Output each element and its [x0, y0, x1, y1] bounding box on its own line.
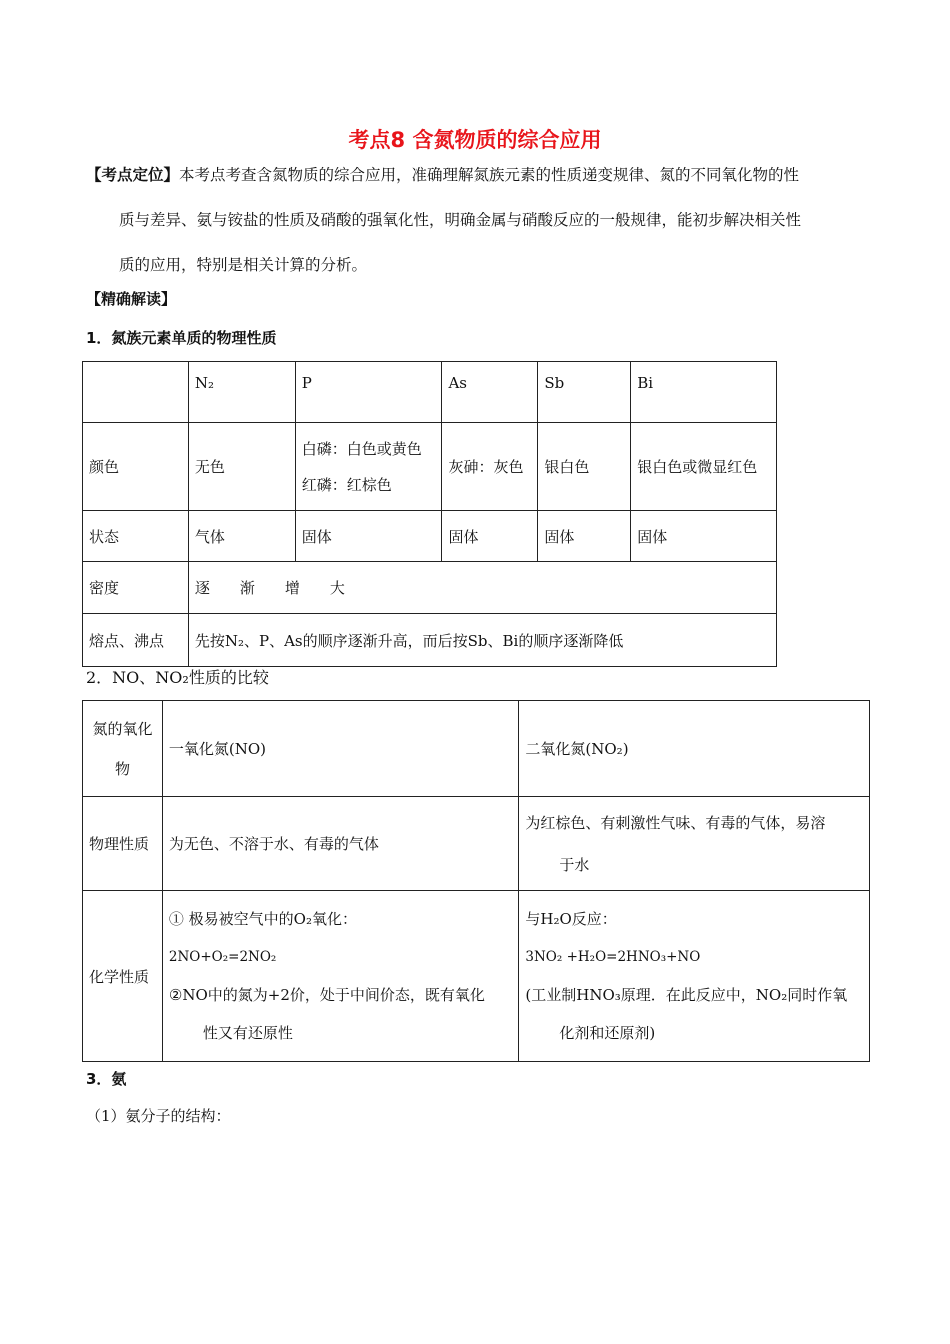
header-label-line1: 氮的氧化 [92, 719, 153, 738]
table2-row-physical [83, 797, 870, 891]
color-n2: 无色 [188, 423, 295, 511]
intro-line-2: 质与差异、氨与铵盐的性质及硝酸的强氧化性，明确金属与硝酸反应的一般规律，能初步解决相关性 [119, 211, 802, 229]
physical-no2-line1: 为红棕色、有刺激性气味、有毒的气体，易溶 [525, 813, 826, 832]
state-p: 固体 [295, 511, 442, 562]
row-label-color: 颜色 [83, 423, 189, 511]
section2-heading: 2．NO、NO₂性质的比较 [86, 668, 269, 687]
table-row-density [83, 562, 777, 614]
color-bi: 银白色或微显红色 [631, 423, 777, 511]
nitrogen-family-table [82, 361, 777, 667]
header-sb: Sb [538, 362, 631, 423]
header-empty-cell [83, 362, 189, 423]
section1-heading: 1．氮族元素单质的物理性质 [86, 329, 277, 347]
state-sb: 固体 [538, 511, 631, 562]
no-no2-table [82, 700, 870, 1062]
table-row-color [83, 423, 777, 511]
color-p-line2: 红磷：红棕色 [301, 475, 392, 494]
intro-line-1: 本考点考查含氮物质的综合应用，准确理解氮族元素的性质递变规律、氮的不同氧化物的性 [179, 166, 800, 184]
section3-heading: 3．氨 [86, 1070, 127, 1088]
row-label-chemical: 化学性质 [83, 891, 163, 1062]
section3-sub: （1）氨分子的结构： [86, 1107, 231, 1125]
header-no: 一氧化氮(NO) [162, 701, 519, 797]
density-value: 逐 渐 增 大 [188, 562, 776, 614]
table2-header-label [83, 701, 163, 797]
header-no2: 二氧化氮(NO₂) [519, 701, 870, 797]
table-row-melting [83, 614, 777, 667]
header-p: P [295, 362, 442, 423]
table-header-row [83, 362, 777, 423]
chemical-no2 [519, 891, 870, 1062]
header-label-line2: 物 [114, 759, 130, 778]
row-label-physical: 物理性质 [83, 797, 163, 891]
physical-no2-line2: 于水 [559, 855, 590, 874]
chemical-no2-line3: (工业制HNO₃原理．在此反应中，NO₂同时作氧 [525, 986, 848, 1004]
color-as: 灰砷：灰色 [442, 423, 538, 511]
chemical-no-line4: 性又有还原性 [202, 1024, 293, 1042]
color-sb: 银白色 [538, 423, 631, 511]
chemical-no2-line4: 化剂和还原剂) [559, 1024, 656, 1042]
row-label-density: 密度 [83, 562, 189, 614]
physical-no2 [519, 797, 870, 891]
section-heading: 【精确解读】 [86, 290, 177, 308]
intro-paragraph [86, 153, 861, 288]
chemical-no2-line2: 3NO₂ +H₂O=2HNO₃+NO [525, 949, 701, 965]
header-bi: Bi [631, 362, 777, 423]
header-as: As [442, 362, 538, 423]
chemical-no [162, 891, 519, 1062]
intro-line-3: 质的应用，特别是相关计算的分析。 [119, 256, 368, 274]
color-p-line1: 白磷：白色或黄色 [301, 439, 422, 458]
table2-header-row [83, 701, 870, 797]
state-as: 固体 [442, 511, 538, 562]
row-label-melting: 熔点、沸点 [83, 614, 189, 667]
state-n2: 气体 [188, 511, 295, 562]
chemical-no-line2: 2NO+O₂=2NO₂ [168, 949, 277, 965]
row-label-state: 状态 [83, 511, 189, 562]
chemical-no-line1: ① 极易被空气中的O₂氧化： [168, 910, 357, 928]
table2-row-chemical [83, 891, 870, 1062]
header-n2: N₂ [188, 362, 295, 423]
page-title: 考点8 含氮物质的综合应用 [348, 128, 602, 152]
chemical-no-line3: ②NO中的氮为+2价，处于中间价态，既有氧化 [168, 986, 485, 1004]
state-bi: 固体 [631, 511, 777, 562]
physical-no: 为无色、不溶于水、有毒的气体 [162, 797, 519, 891]
table-row-state [83, 511, 777, 562]
melting-value: 先按N₂、P、As的顺序逐渐升高，而后按Sb、Bi的顺序逐渐降低 [188, 614, 776, 667]
chemical-no2-line1: 与H₂O反应： [525, 910, 617, 928]
intro-tag: 【考点定位】 [86, 166, 180, 184]
color-p [295, 423, 442, 511]
